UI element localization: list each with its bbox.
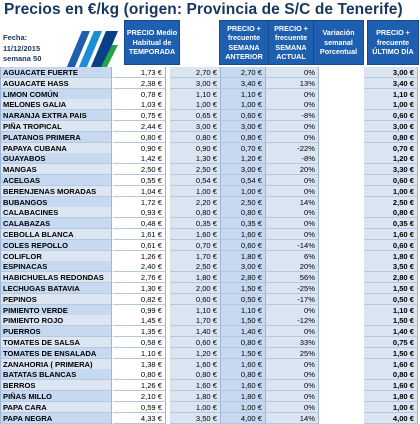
price-temporada: 0,58 € [113, 337, 166, 348]
price-ultimo-dia: 2,80 € [364, 272, 418, 283]
product-name: ZANAHORIA ( PRIMERA) [0, 359, 112, 370]
variacion-porcentual: 0% [266, 132, 319, 143]
price-ultimo-dia: 1,10 € [364, 305, 418, 316]
price-semana-anterior: 1,30 € [170, 153, 221, 164]
price-semana-actual: 1,80 € [221, 251, 266, 262]
price-temporada: 1,04 € [113, 186, 166, 197]
price-temporada: 2,10 € [113, 391, 166, 402]
price-ultimo-dia: 1,60 € [364, 229, 418, 240]
price-ultimo-dia: 3,30 € [364, 164, 418, 175]
price-semana-anterior: 0,80 € [170, 207, 221, 218]
semana-value: semana 50 [3, 54, 42, 63]
price-temporada: 1,35 € [113, 326, 166, 337]
variacion-porcentual: 33% [266, 337, 319, 348]
product-name: TOMATES DE SALSA [0, 337, 112, 348]
price-ultimo-dia: 0,60 € [364, 175, 418, 186]
variacion-porcentual: 0% [266, 380, 319, 391]
date-info [3, 33, 41, 65]
price-ultimo-dia: 1,80 € [364, 251, 418, 262]
variacion-porcentual: 6% [266, 251, 319, 262]
price-temporada: 0,61 € [113, 240, 166, 251]
price-ultimo-dia: 0,80 € [364, 207, 418, 218]
product-name: PEPINOS [0, 294, 112, 305]
fecha-value: 11/12/2015 [3, 43, 41, 53]
price-semana-anterior: 1,60 € [170, 229, 221, 240]
variacion-porcentual: -22% [266, 143, 319, 154]
variacion-porcentual: 14% [266, 197, 319, 208]
price-semana-actual: 3,40 € [221, 78, 266, 89]
price-temporada: 2,38 € [113, 78, 166, 89]
price-temporada: 1,73 € [113, 67, 166, 78]
price-semana-actual: 1,00 € [221, 99, 266, 110]
price-semana-actual: 0,70 € [221, 143, 266, 154]
price-ultimo-dia: 1,40 € [364, 326, 418, 337]
price-temporada: 1,10 € [113, 348, 166, 359]
price-semana-actual: 0,60 € [221, 110, 266, 121]
header-semana-actual: PRECIO + frecuente SEMANA ACTUAL [268, 20, 314, 65]
price-temporada: 0,93 € [113, 207, 166, 218]
price-semana-actual: 1,10 € [221, 89, 266, 100]
variacion-porcentual: -8% [266, 153, 319, 164]
variacion-porcentual: 56% [266, 272, 319, 283]
product-name: HABICHUELAS REDONDAS [0, 272, 112, 283]
variacion-porcentual: -12% [266, 315, 319, 326]
product-name: GUAYABOS [0, 153, 112, 164]
product-name: COLIFLOR [0, 251, 112, 262]
price-semana-actual: 2,80 € [221, 272, 266, 283]
price-semana-actual: 0,80 € [221, 132, 266, 143]
product-name: PIÑA TROPICAL [0, 121, 112, 132]
price-semana-anterior: 1,10 € [170, 305, 221, 316]
product-name: COLES REPOLLO [0, 240, 112, 251]
variacion-porcentual: 0% [266, 305, 319, 316]
product-name: BERENJENAS MORADAS [0, 186, 112, 197]
price-semana-actual: 0,50 € [221, 294, 266, 305]
price-semana-actual: 1,50 € [221, 348, 266, 359]
variacion-porcentual: 0% [266, 207, 319, 218]
product-name: LECHUGAS BATAVIA [0, 283, 112, 294]
price-temporada: 1,42 € [113, 153, 166, 164]
price-semana-anterior: 0,70 € [170, 240, 221, 251]
price-temporada: 1,26 € [113, 251, 166, 262]
price-semana-actual: 3,00 € [221, 121, 266, 132]
variacion-porcentual: 0% [266, 402, 319, 413]
variacion-porcentual: 14% [266, 413, 319, 424]
price-temporada: 1,30 € [113, 283, 166, 294]
product-name: CALABAZAS [0, 218, 112, 229]
product-name: CALABACINES [0, 207, 112, 218]
price-ultimo-dia: 1,00 € [364, 186, 418, 197]
price-semana-anterior: 1,40 € [170, 326, 221, 337]
price-temporada: 2,40 € [113, 261, 166, 272]
price-ultimo-dia: 1,50 € [364, 283, 418, 294]
price-semana-anterior: 1,20 € [170, 348, 221, 359]
price-semana-anterior: 2,70 € [170, 67, 221, 78]
price-ultimo-dia: 1,50 € [364, 315, 418, 326]
price-ultimo-dia: 4,00 € [364, 413, 418, 424]
variacion-porcentual: 13% [266, 78, 319, 89]
price-semana-anterior: 0,80 € [170, 132, 221, 143]
price-ultimo-dia: 0,80 € [364, 132, 418, 143]
price-semana-actual: 1,00 € [221, 186, 266, 197]
variacion-porcentual: 0% [266, 359, 319, 370]
price-temporada: 2,76 € [113, 272, 166, 283]
price-semana-anterior: 0,90 € [170, 143, 221, 154]
variacion-porcentual: -8% [266, 110, 319, 121]
price-ultimo-dia: 1,20 € [364, 153, 418, 164]
price-temporada: 0,78 € [113, 89, 166, 100]
variacion-porcentual: -14% [266, 240, 319, 251]
price-temporada: 0,99 € [113, 305, 166, 316]
price-semana-actual: 1,50 € [221, 315, 266, 326]
price-semana-anterior: 2,50 € [170, 164, 221, 175]
price-semana-actual: 2,50 € [221, 197, 266, 208]
price-ultimo-dia: 0,75 € [364, 337, 418, 348]
price-temporada: 1,38 € [113, 359, 166, 370]
price-semana-actual: 1,80 € [221, 391, 266, 402]
price-temporada: 1,72 € [113, 197, 166, 208]
price-semana-anterior: 2,50 € [170, 261, 221, 272]
price-semana-anterior: 1,00 € [170, 99, 221, 110]
variacion-porcentual: 0% [266, 218, 319, 229]
header-semana-anterior: PRECIO + frecuente SEMANA ANTERIOR [219, 20, 269, 65]
price-semana-anterior: 2,00 € [170, 283, 221, 294]
price-semana-anterior: 1,00 € [170, 402, 221, 413]
price-semana-anterior: 1,10 € [170, 89, 221, 100]
product-name: PAPA CARA [0, 402, 112, 413]
price-temporada: 2,44 € [113, 121, 166, 132]
price-semana-anterior: 0,60 € [170, 294, 221, 305]
product-name: LIMON COMÚN [0, 89, 112, 100]
variacion-porcentual: -25% [266, 283, 319, 294]
price-semana-anterior: 1,00 € [170, 186, 221, 197]
price-semana-anterior: 1,60 € [170, 380, 221, 391]
product-name: ACELGAS [0, 175, 112, 186]
variacion-porcentual: 0% [266, 175, 319, 186]
price-ultimo-dia: 1,60 € [364, 380, 418, 391]
price-temporada: 4,33 € [113, 413, 166, 424]
price-temporada: 2,50 € [113, 164, 166, 175]
price-semana-anterior: 1,70 € [170, 251, 221, 262]
price-semana-actual: 0,80 € [221, 369, 266, 380]
price-ultimo-dia: 1,00 € [364, 402, 418, 413]
variacion-porcentual: 0% [266, 89, 319, 100]
price-semana-anterior: 1,70 € [170, 315, 221, 326]
product-name: PIMIENTO VERDE [0, 305, 112, 316]
price-semana-actual: 3,00 € [221, 164, 266, 175]
product-name: PIÑAS MILLO [0, 391, 112, 402]
price-temporada: 0,59 € [113, 402, 166, 413]
price-semana-actual: 0,80 € [221, 337, 266, 348]
price-temporada: 0,48 € [113, 218, 166, 229]
price-semana-actual: 1,60 € [221, 229, 266, 240]
product-name: PAPA NEGRA [0, 413, 112, 424]
price-semana-anterior: 0,60 € [170, 337, 221, 348]
price-ultimo-dia: 0,70 € [364, 143, 418, 154]
product-name: AGUACATE HASS [0, 78, 112, 89]
price-semana-anterior: 0,54 € [170, 175, 221, 186]
variacion-porcentual: 0% [266, 391, 319, 402]
price-ultimo-dia: 2,50 € [364, 197, 418, 208]
price-semana-anterior: 0,80 € [170, 369, 221, 380]
price-semana-actual: 0,60 € [221, 240, 266, 251]
variacion-porcentual: 0% [266, 229, 319, 240]
price-temporada: 1,45 € [113, 315, 166, 326]
header-temporada: PRECIO Medio Habitual de TEMPORADA [124, 20, 180, 65]
variacion-porcentual: 25% [266, 348, 319, 359]
product-name: PAPAYA CUBANA [0, 143, 112, 154]
product-name: MANGAS [0, 164, 112, 175]
variacion-porcentual: -17% [266, 294, 319, 305]
price-semana-actual: 1,40 € [221, 326, 266, 337]
header-variacion: Variación semanal Porcentual [313, 20, 364, 65]
variacion-porcentual: 0% [266, 369, 319, 380]
variacion-porcentual: 20% [266, 164, 319, 175]
price-ultimo-dia: 1,10 € [364, 89, 418, 100]
price-semana-actual: 0,80 € [221, 207, 266, 218]
page-title: Precios en €/kg (origen: Provincia de S/C de Tenerife) [4, 1, 403, 18]
price-semana-actual: 0,54 € [221, 175, 266, 186]
price-semana-actual: 0,35 € [221, 218, 266, 229]
price-semana-anterior: 1,60 € [170, 359, 221, 370]
price-ultimo-dia: 1,00 € [364, 99, 418, 110]
price-ultimo-dia: 0,50 € [364, 294, 418, 305]
logo [60, 25, 122, 71]
price-temporada: 0,75 € [113, 110, 166, 121]
price-ultimo-dia: 1,50 € [364, 348, 418, 359]
price-ultimo-dia: 3,40 € [364, 78, 418, 89]
price-semana-anterior: 3,50 € [170, 413, 221, 424]
header-ultimo-dia: PRECIO + frecuente ÚLTIMO DÍA [367, 20, 419, 65]
price-temporada: 0,55 € [113, 175, 166, 186]
product-name: PIMIENTO ROJO [0, 315, 112, 326]
variacion-porcentual: 0% [266, 67, 319, 78]
price-temporada: 1,61 € [113, 229, 166, 240]
price-ultimo-dia: 1,60 € [364, 359, 418, 370]
product-name: BUBANGOS [0, 197, 112, 208]
product-name: MELONES GALIA [0, 99, 112, 110]
product-name: ESPINACAS [0, 261, 112, 272]
price-semana-actual: 1,60 € [221, 359, 266, 370]
price-semana-actual: 1,60 € [221, 380, 266, 391]
price-semana-actual: 1,50 € [221, 283, 266, 294]
price-semana-actual: 1,10 € [221, 305, 266, 316]
price-semana-anterior: 1,80 € [170, 272, 221, 283]
product-name: BERROS [0, 380, 112, 391]
price-temporada: 0,90 € [113, 143, 166, 154]
variacion-porcentual: 0% [266, 99, 319, 110]
price-semana-anterior: 0,35 € [170, 218, 221, 229]
variacion-porcentual: 0% [266, 186, 319, 197]
product-name: PLATANOS PRIMERA [0, 132, 112, 143]
product-name: PUERROS [0, 326, 112, 337]
price-ultimo-dia: 3,50 € [364, 261, 418, 272]
price-semana-actual: 1,20 € [221, 153, 266, 164]
price-ultimo-dia: 0,60 € [364, 240, 418, 251]
variacion-porcentual: 20% [266, 261, 319, 272]
product-name: BATATAS BLANCAS [0, 369, 112, 380]
price-semana-actual: 3,00 € [221, 261, 266, 272]
product-name: NARANJA EXTRA PAIS [0, 110, 112, 121]
price-semana-actual: 4,00 € [221, 413, 266, 424]
price-semana-anterior: 1,80 € [170, 391, 221, 402]
price-ultimo-dia: 3,00 € [364, 121, 418, 132]
variacion-porcentual: 0% [266, 326, 319, 337]
fecha-label: Fecha: [3, 33, 28, 42]
price-semana-anterior: 0,65 € [170, 110, 221, 121]
price-temporada: 1,26 € [113, 380, 166, 391]
price-semana-anterior: 2,20 € [170, 197, 221, 208]
price-ultimo-dia: 0,60 € [364, 110, 418, 121]
price-temporada: 0,80 € [113, 132, 166, 143]
price-semana-anterior: 3,00 € [170, 78, 221, 89]
variacion-porcentual: 0% [266, 121, 319, 132]
price-ultimo-dia: 1,80 € [364, 391, 418, 402]
product-name: CEBOLLA BLANCA [0, 229, 112, 240]
product-name: TOMATES DE ENSALADA [0, 348, 112, 359]
price-ultimo-dia: 3,00 € [364, 67, 418, 78]
price-semana-actual: 1,00 € [221, 402, 266, 413]
product-name: AGUACATE FUERTE [0, 67, 112, 78]
price-semana-anterior: 3,00 € [170, 121, 221, 132]
price-temporada: 0,80 € [113, 369, 166, 380]
price-ultimo-dia: 0,80 € [364, 369, 418, 380]
price-temporada: 0,82 € [113, 294, 166, 305]
price-ultimo-dia: 0,35 € [364, 218, 418, 229]
price-semana-actual: 2,70 € [221, 67, 266, 78]
price-temporada: 1,03 € [113, 99, 166, 110]
